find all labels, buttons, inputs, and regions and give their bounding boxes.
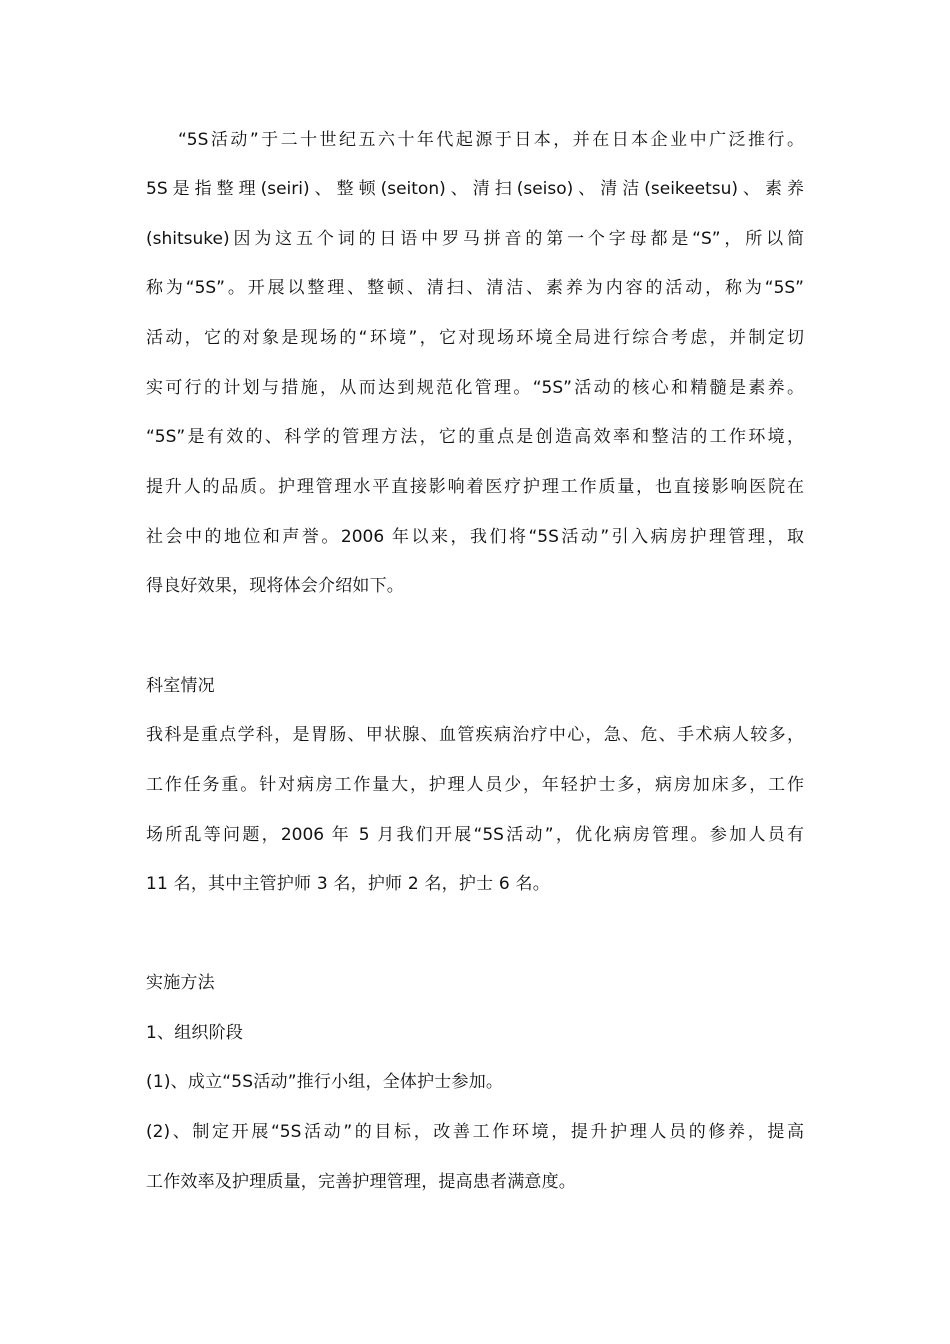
intro-line: 得良好效果，现将体会介绍如下。 <box>146 576 404 596</box>
method-line: (2)、制定开展“5S活动”的目标，改善工作环境，提升护理人员的修养，提高 <box>146 1122 804 1142</box>
intro-line: 社会中的地位和声誉。2006 年以来，我们将“5S活动”引入病房护理管理，取 <box>146 527 804 547</box>
dept-line: 11 名，其中主管护师 3 名，护师 2 名，护士 6 名。 <box>146 874 550 894</box>
method-subheading: 1、组织阶段 <box>146 1023 244 1043</box>
intro-line: “5S”是有效的、科学的管理方法，它的重点是创造高效率和整洁的工作环境， <box>146 427 804 447</box>
dept-line: 工作任务重。针对病房工作量大，护理人员少，年轻护士多，病房加床多，工作 <box>146 775 804 795</box>
section-heading-method: 实施方法 <box>146 973 215 993</box>
method-line: (1)、成立“5S活动”推行小组，全体护士参加。 <box>146 1072 504 1092</box>
intro-line: 活动，它的对象是现场的“环境”，它对现场环境全局进行综合考虑，并制定切 <box>146 328 804 348</box>
intro-line: “5S活动”于二十世纪五六十年代起源于日本，并在日本企业中广泛推行。 <box>178 130 804 150</box>
dept-line: 场所乱等问题，2006 年 5 月我们开展“5S活动”，优化病房管理。参加人员有 <box>146 825 804 845</box>
intro-line: (shitsuke)因为这五个词的日语中罗马拼音的第一个字母都是“S”，所以简 <box>146 229 804 249</box>
section-heading-dept: 科室情况 <box>146 676 215 696</box>
method-line: 工作效率及护理质量，完善护理管理，提高患者满意度。 <box>146 1172 576 1192</box>
intro-line: 称为“5S”。开展以整理、整顿、清扫、清洁、素养为内容的活动，称为“5S” <box>146 278 804 298</box>
intro-line: 提升人的品质。护理管理水平直接影响着医疗护理工作质量，也直接影响医院在 <box>146 477 804 497</box>
dept-line: 我科是重点学科，是胃肠、甲状腺、血管疾病治疗中心，急、危、手术病人较多， <box>146 725 804 745</box>
intro-line: 5S是指整理(seiri)、整顿(seiton)、清扫(seiso)、清洁(seikeetsu)、素养 <box>146 179 804 199</box>
intro-line: 实可行的计划与措施，从而达到规范化管理。“5S”活动的核心和精髓是素养。 <box>146 378 804 398</box>
